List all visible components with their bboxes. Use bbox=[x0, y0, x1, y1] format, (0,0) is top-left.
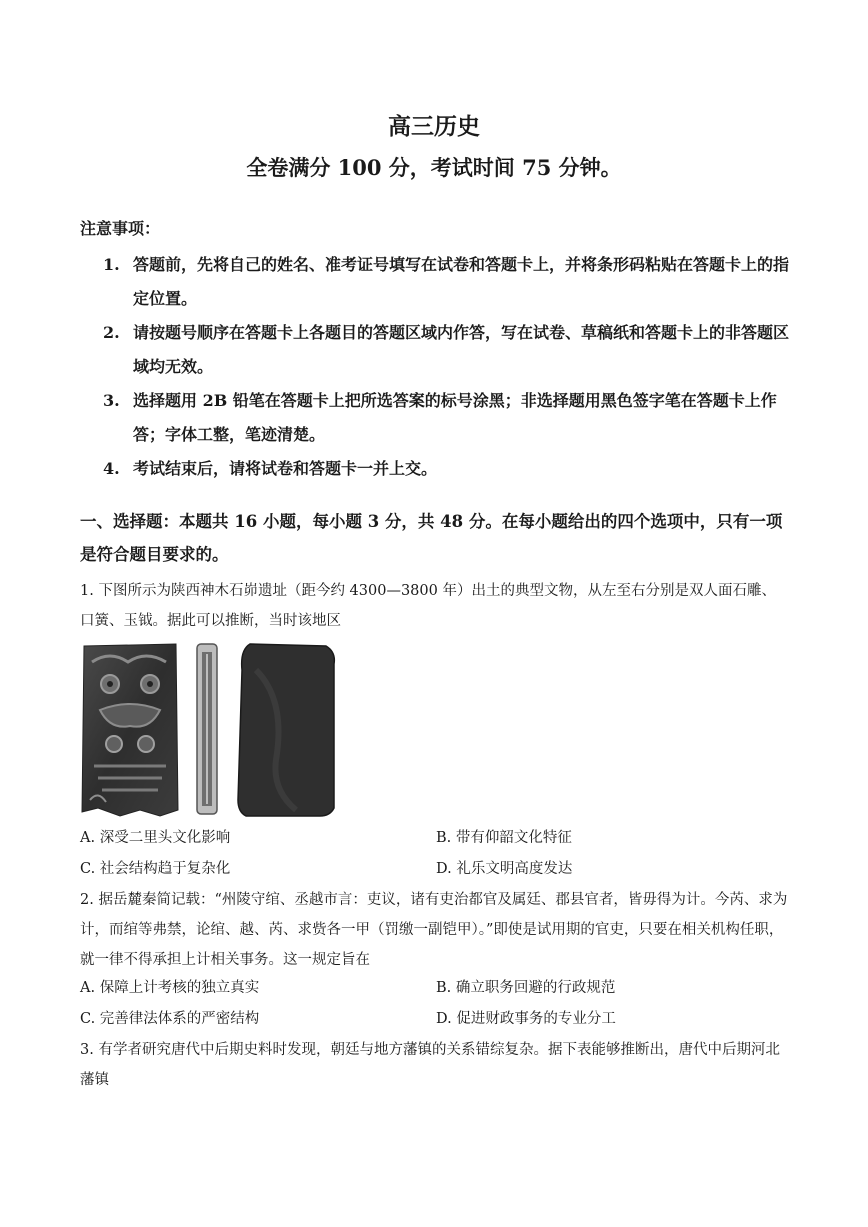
option-b: B. 确立职务回避的行政规范 bbox=[436, 980, 616, 996]
option-b: B. 带有仰韶文化特征 bbox=[436, 830, 572, 846]
notice-item-number: 4. bbox=[103, 459, 120, 478]
exam-subtitle: 全卷满分 100 分，考试时间 75 分钟。 bbox=[246, 155, 622, 180]
notice-item bbox=[103, 316, 793, 384]
question-stem: 1. 下图所示为陕西神木石峁遗址（距今约 4300—3800 年）出土的典型文物，从左至右分别是双人面石雕、口簧、玉钺。据此可以推断，当时该地区 bbox=[80, 583, 776, 629]
notice-item bbox=[103, 452, 793, 486]
notice-item-text: 考试结束后，请将试卷和答题卡一并上交。 bbox=[133, 459, 438, 478]
notice-item-number: 2. bbox=[103, 323, 120, 342]
option-c: C. 完善律法体系的严密结构 bbox=[80, 1011, 260, 1027]
section-heading: 一、选择题：本题共 16 小题，每小题 3 分，共 48 分。在每小题给出的四个选项中，只有一项是符合题目要求的。 bbox=[80, 512, 783, 564]
notice-item-number: 1. bbox=[103, 255, 120, 274]
notice-item-text: 请按题号顺序在答题卡上各题目的答题区域内作答，写在试卷、草稿纸和答题卡上的非答题区域均无效。 bbox=[133, 323, 790, 376]
mouth-harp-image bbox=[194, 640, 220, 818]
option-c: C. 社会结构趋于复杂化 bbox=[80, 861, 231, 877]
exam-title: 高三历史 bbox=[388, 113, 480, 140]
option-a: A. 深受二里头文化影响 bbox=[80, 830, 231, 846]
question-stem: 2. 据岳麓秦简记载：“州陵守绾、丞越市言：吏议，诸有吏治都官及属廷、郡县官者，皆毋得为计。今芮、求为计，而绾等弗禁，论绾、越、芮、求赀各一甲（罚缴一副铠甲）。”即使是试用期的官吏，只要在相关机构任职，就一律不得承担上计相关事务。这一规定旨在 bbox=[80, 892, 788, 968]
stone-carving-image bbox=[80, 640, 180, 818]
jade-axe-image bbox=[236, 640, 340, 818]
notice-item-text: 选择题用 2B 铅笔在答题卡上把所选答案的标号涂黑；非选择题用黑色签字笔在答题卡上作答；字体工整，笔迹清楚。 bbox=[133, 391, 777, 444]
question-stem: 3. 有学者研究唐代中后期史料时发现，朝廷与地方藩镇的关系错综复杂。据下表能够推断出，唐代中后期河北藩镇 bbox=[80, 1042, 780, 1088]
artifact-images bbox=[80, 640, 350, 820]
notice-item-number: 3. bbox=[103, 391, 120, 410]
option-d: D. 礼乐文明高度发达 bbox=[436, 861, 573, 877]
notice-item bbox=[103, 248, 793, 316]
notice-item-text: 答题前，先将自己的姓名、准考证号填写在试卷和答题卡上，并将条形码粘贴在答题卡上的指定位置。 bbox=[133, 255, 790, 308]
notice-item bbox=[103, 384, 793, 452]
notice-heading: 注意事项： bbox=[80, 219, 161, 238]
option-a: A. 保障上计考核的独立真实 bbox=[80, 980, 260, 996]
option-d: D. 促进财政事务的专业分工 bbox=[436, 1011, 616, 1027]
